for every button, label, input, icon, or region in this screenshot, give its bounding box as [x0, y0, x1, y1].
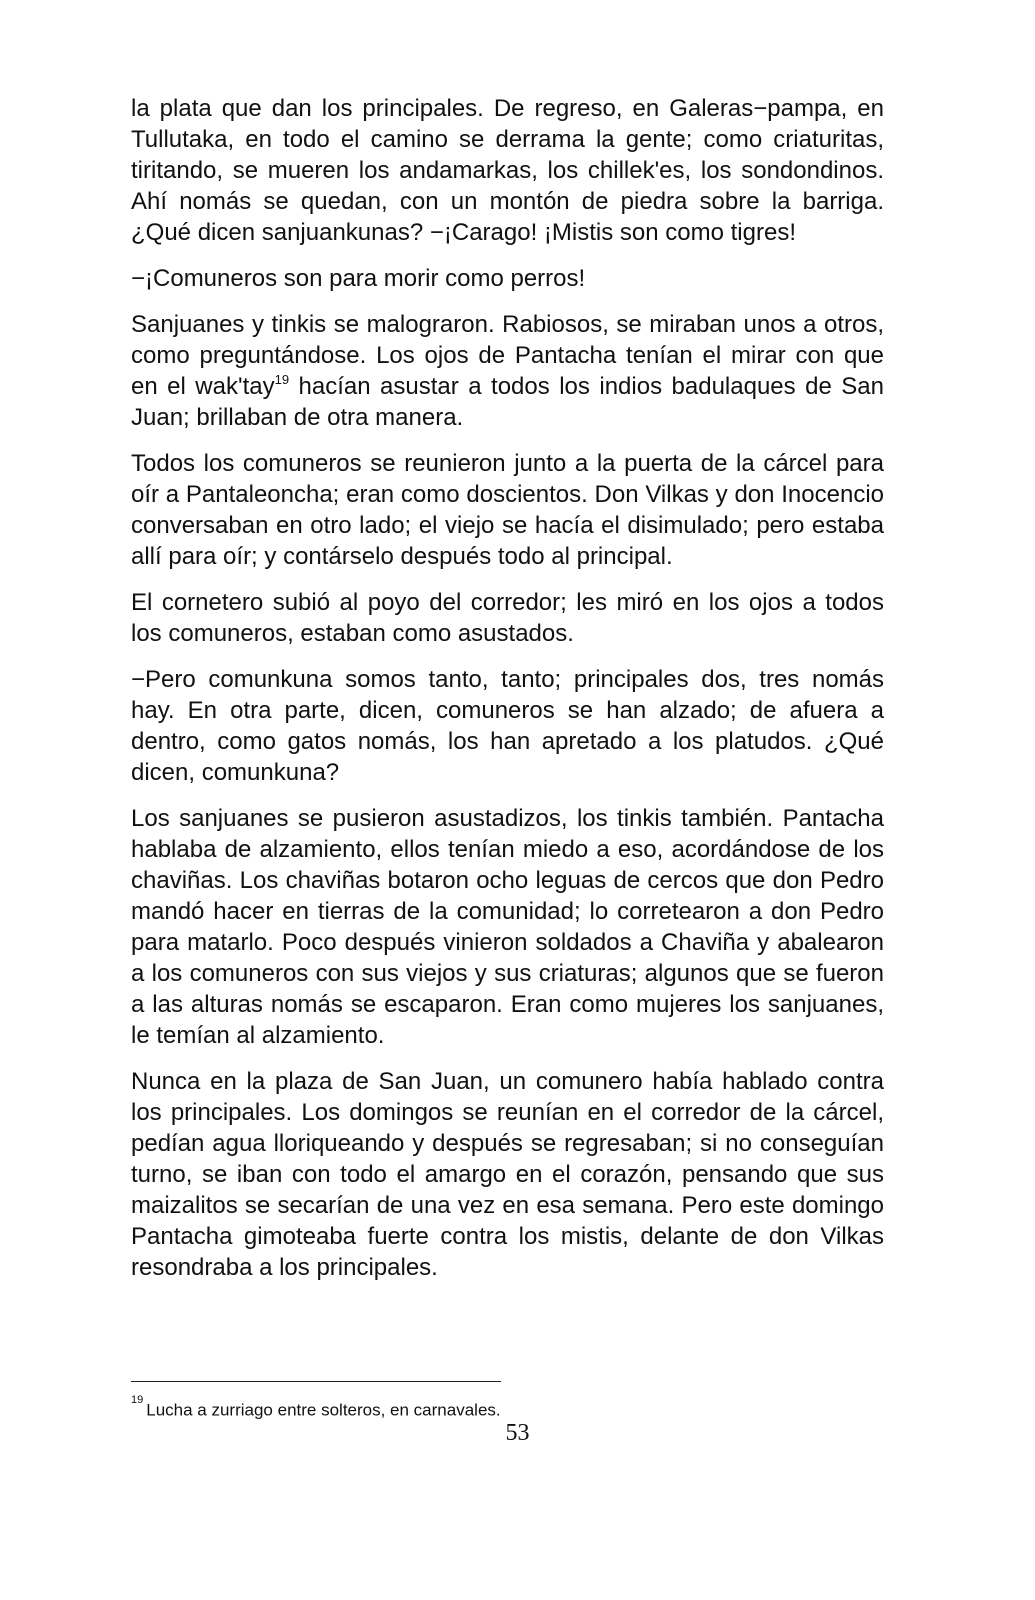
- paragraph-3-text-before: Sanjuanes y tinkis se malograron. Rabiosos, se miraban unos a otros, como preguntándose. Los ojos de Pantacha tenían el mirar con que en el wak'tay: [131, 311, 884, 400]
- paragraph-1: la plata que dan los principales. De regreso, en Galeras−pampa, en Tullutaka, en todo el camino se derrama la gente; como criaturitas, tiritando, se mueren los andamarkas, los chillek'es, los sondondinos. Ahí nomás se quedan, con un montón de piedra sobre la barriga. ¿Qué dicen sanjuankunas? −¡Carago! ¡Mistis son como tigres!: [131, 95, 884, 246]
- page-body: [131, 93, 884, 1298]
- paragraph-8: Nunca en la plaza de San Juan, un comunero había hablado contra los principales. Los domingos se reunían en el corredor de la cárcel, pedían agua lloriqueando y después se regresaban; si no conseguían turno, se iban con todo el amargo en el corazón, pensando que sus maizalitos se secarían de una vez en esa semana. Pero este domingo Pantacha gimoteaba fuerte contra los mistis, delante de don Vilkas resondraba a los principales.: [131, 1068, 884, 1281]
- paragraph-2: −¡Comuneros son para morir como perros!: [131, 265, 586, 292]
- paragraph-4: Todos los comuneros se reunieron junto a la puerta de la cárcel para oír a Pantaleoncha; eran como doscientos. Don Vilkas y don Inocencio conversaban en otro lado; el viejo se hacía el disimulado; pero estaba allí para oír; y contárselo después todo al principal.: [131, 450, 884, 570]
- page-number: 53: [505, 1420, 530, 1446]
- paragraph-5: El cornetero subió al poyo del corredor; les miró en los ojos a todos los comuneros, estaban como asustados.: [131, 589, 884, 647]
- paragraph-3-text-after: hacían asustar a todos los indios badulaques de San Juan; brillaban de otra manera.: [131, 373, 884, 431]
- paragraph-7: Los sanjuanes se pusieron asustadizos, los tinkis también. Pantacha hablaba de alzamiento, ellos tenían miedo a eso, acordándose de los chaviñas. Los chaviñas botaron ocho leguas de cercos que don Pedro mandó hacer en tierras de la comunidad; lo corretearon a don Pedro para matarlo. Poco después vinieron soldados a Chaviña y abalearon a los comuneros con sus viejos y sus criaturas; algunos que se fueron a las alturas nomás se escaparon. Eran como mujeres los sanjuanes, le temían al alzamiento.: [131, 805, 884, 1049]
- footnote-text: Lucha a zurriago entre solteros, en carnavales.: [146, 1400, 501, 1420]
- paragraph-3: [131, 309, 884, 433]
- footnote-number: 19: [131, 1394, 144, 1406]
- paragraph-6: −Pero comunkuna somos tanto, tanto; principales dos, tres nomás hay. En otra parte, dicen, comuneros se han alzado; de afuera a dentro, como gatos nomás, los han apretado a los platudos. ¿Qué dicen, comunkuna?: [131, 666, 884, 786]
- footnote-separator: [131, 1381, 501, 1382]
- footnote-reference: 19: [274, 372, 290, 387]
